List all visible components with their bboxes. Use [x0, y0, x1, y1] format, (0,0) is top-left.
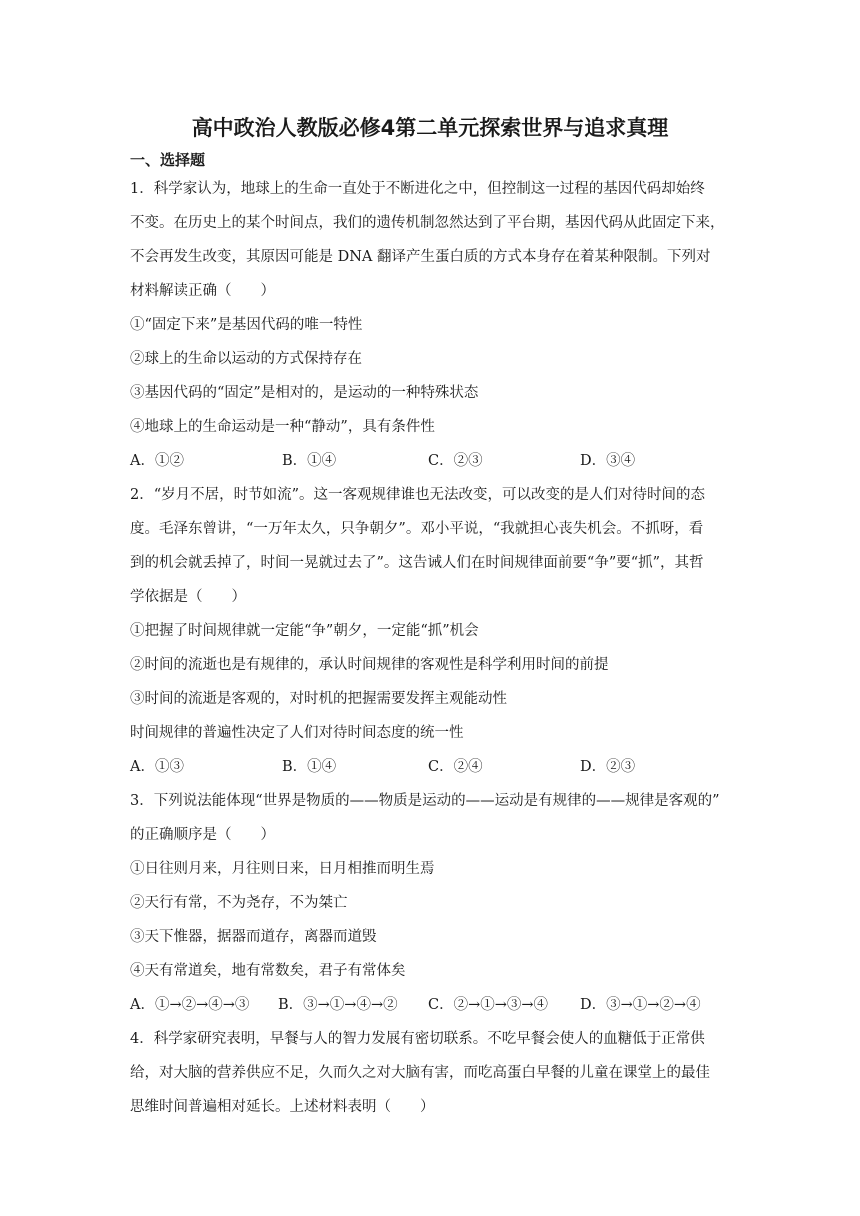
question-4-text: 4．科学家研究表明，早餐与人的智力发展有密切联系。不吃早餐会使人的血糖低于正常供 — [130, 1031, 705, 1047]
option-b: B．③→①→④→② — [278, 997, 398, 1013]
question-3-options — [130, 994, 740, 1016]
question-1-item: ①“固定下来”是基因代码的唯一特性 — [130, 317, 363, 333]
question-1-item: ②球上的生命以运动的方式保持存在 — [130, 351, 362, 367]
question-2-item: ①把握了时间规律就一定能“争”朝夕，一定能“抓”机会 — [130, 623, 479, 639]
option-a: A．①② — [130, 453, 184, 469]
option-b: B．①④ — [282, 759, 337, 775]
page-title: 高中政治人教版必修4第二单元探索世界与追求真理 — [191, 116, 669, 140]
question-1-text: 1．科学家认为，地球上的生命一直处于不断进化之中，但控制这一过程的基因代码却始终 — [130, 181, 705, 197]
question-3-text: 3．下列说法能体现“世界是物质的——物质是运动的——运动是有规律的——规律是客观的” — [130, 793, 720, 809]
question-2-text: 2．“岁月不居，时节如流”。这一客观规律谁也无法改变，可以改变的是人们对待时间的态 — [130, 487, 706, 503]
question-2-text: 到的机会就丢掉了，时间一晃就过去了”。这告诫人们在时间规律面前要“争”要“抓”，其哲 — [130, 555, 704, 571]
question-3-item: ②天行有常，不为尧存，不为桀亡 — [130, 895, 348, 911]
question-2-text: 学依据是（ ） — [130, 589, 246, 605]
option-d: D．③④ — [580, 453, 636, 469]
section-heading: 一、选择题 — [130, 151, 206, 169]
question-1-text: 材料解读正确（ ） — [130, 283, 275, 299]
question-1-text: 不变。在历史上的某个时间点，我们的遗传机制忽然达到了平台期，基因代码从此固定下来， — [130, 215, 725, 231]
question-2-item: 时间规律的普遍性决定了人们对待时间态度的统一性 — [130, 725, 464, 741]
question-2-options — [130, 756, 740, 778]
option-d: D．②③ — [580, 759, 636, 775]
question-3-item: ③天下惟器，据器而道存，离器而道毁 — [130, 929, 377, 945]
question-2-item: ③时间的流逝是客观的，对时机的把握需要发挥主观能动性 — [130, 691, 507, 707]
question-1-options — [130, 450, 740, 472]
question-1-item: ③基因代码的“固定”是相对的，是运动的一种特殊状态 — [130, 385, 479, 401]
question-2-item: ②时间的流逝也是有规律的，承认时间规律的客观性是科学利用时间的前提 — [130, 657, 609, 673]
question-3-text: 的正确顺序是（ ） — [130, 827, 275, 843]
option-a: A．①③ — [130, 759, 184, 775]
option-c: C．②→①→③→④ — [428, 997, 549, 1013]
question-4-text: 给，对大脑的营养供应不足，久而久之对大脑有害，而吃高蛋白早餐的儿童在课堂上的最佳 — [130, 1065, 710, 1081]
question-3-item: ①日往则月来，月往则日来，日月相推而明生焉 — [130, 861, 435, 877]
option-b: B．①④ — [282, 453, 337, 469]
question-2-text: 度。毛泽东曾讲，“一万年太久，只争朝夕”。邓小平说，“我就担心丧失机会。不抓呀，看 — [130, 521, 704, 537]
question-1-item: ④地球上的生命运动是一种“静动”，具有条件性 — [130, 419, 435, 435]
option-a: A．①→②→④→③ — [130, 997, 250, 1013]
option-c: C．②④ — [428, 759, 483, 775]
question-1-text: 不会再发生改变，其原因可能是 DNA 翻译产生蛋白质的方式本身存在着某种限制。下列对 — [130, 249, 711, 265]
option-c: C．②③ — [428, 453, 483, 469]
question-4-text: 思维时间普遍相对延长。上述材料表明（ ） — [130, 1099, 435, 1115]
option-d: D．③→①→②→④ — [580, 997, 701, 1013]
question-3-item: ④天有常道矣，地有常数矣，君子有常体矣 — [130, 963, 406, 979]
